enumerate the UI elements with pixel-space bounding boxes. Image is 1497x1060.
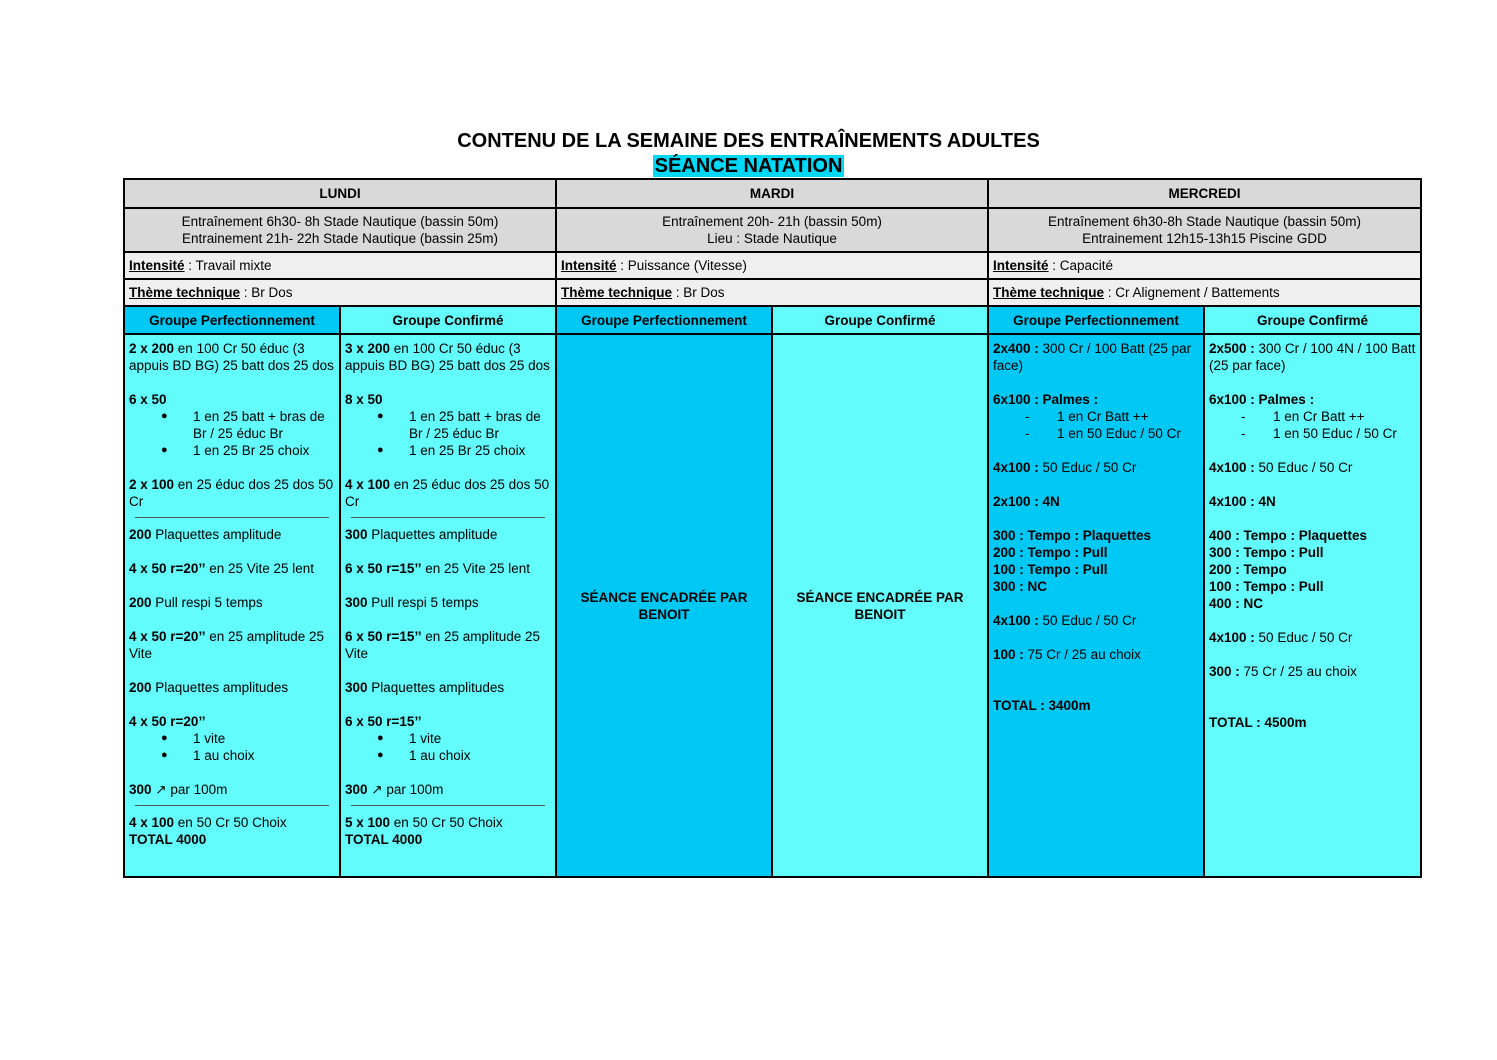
set-reps: 4 x 100 [129, 815, 175, 830]
set-desc: en 25 éduc dos 25 dos 50 Cr [345, 477, 550, 509]
set-desc: Plaquettes amplitude [151, 527, 282, 542]
set-desc: 50 Educ / 50 Cr [1254, 460, 1353, 475]
set-desc: 50 Educ / 50 Cr [1038, 613, 1137, 628]
set-reps: 400 : NC [1209, 596, 1264, 611]
page-subtitle [0, 155, 1497, 178]
theme-mercredi [988, 279, 1421, 306]
intensity-value: : Travail mixte [184, 258, 272, 273]
set-reps: 6 x 50 r=15’’ [345, 714, 422, 729]
list-item: ● 1 au choix [345, 747, 551, 764]
set-desc: en 50 Cr 50 Choix [390, 815, 503, 830]
set-reps: 2 x 100 [129, 477, 175, 492]
theme-value: : Br Dos [672, 285, 725, 300]
intensity-lundi [124, 252, 556, 279]
schedule-line: Lieu : Stade Nautique [707, 231, 837, 246]
total: TOTAL : 4500m [1209, 715, 1307, 730]
set-reps: 4x100 : [993, 613, 1039, 628]
set-list [129, 730, 335, 764]
set-reps: 300 : NC [993, 579, 1048, 594]
set-reps: 6x100 : Palmes : [993, 392, 1099, 407]
intensity-mercredi [988, 252, 1421, 279]
intensity-label: Intensité [561, 258, 617, 273]
page-title: CONTENU DE LA SEMAINE DES ENTRAÎNEMENTS ADULTES [457, 130, 1040, 152]
set-desc: Plaquettes amplitudes [367, 680, 505, 695]
set-reps: 6 x 50 r=15’’ [345, 561, 422, 576]
set-reps: 300 [345, 782, 368, 797]
set-reps: 100 : Tempo : Pull [1209, 579, 1324, 594]
set-desc: 300 Cr / 100 Batt (25 par face) [993, 341, 1192, 373]
workout-mercredi-perf [988, 334, 1204, 877]
set-desc: 75 Cr / 25 au choix [1239, 664, 1357, 679]
workout-mardi-perf: SÉANCE ENCADRÉE PAR BENOIT [556, 334, 772, 877]
set-desc: 50 Educ / 50 Cr [1038, 460, 1137, 475]
day-header-mardi: MARDI [556, 179, 988, 208]
set-desc: en 25 Vite 25 lent [421, 561, 531, 576]
set-reps: 300 : Tempo : Pull [1209, 545, 1324, 560]
set-reps: 6 x 50 [129, 392, 167, 407]
set-reps: 4 x 100 [345, 477, 391, 492]
list-item: - 1 en 50 Educ / 50 Cr [993, 425, 1199, 442]
set-reps: 300 : [1209, 664, 1240, 679]
set-reps: 2x400 : [993, 341, 1039, 356]
set-desc: en 25 amplitude 25 Vite [129, 629, 325, 661]
set-reps: 300 [345, 527, 368, 542]
theme-label: Thème technique [561, 285, 673, 300]
set-reps: 400 : Tempo : Plaquettes [1209, 528, 1368, 543]
workout-mardi-conf: SÉANCE ENCADRÉE PAR BENOIT [772, 334, 988, 877]
set-reps: 4x100 : 4N [1209, 494, 1276, 509]
schedule-line: Entraînement 6h30- 8h Stade Nautique (bassin 50m) [181, 214, 499, 229]
set-reps: 4x100 : [1209, 460, 1255, 475]
set-reps: 2x500 : [1209, 341, 1255, 356]
day-header-lundi: LUNDI [124, 179, 556, 208]
workout-lundi-perf [124, 334, 340, 877]
set-reps: 6 x 50 r=15’’ [345, 629, 422, 644]
set-reps: 300 : Tempo : Plaquettes [993, 528, 1152, 543]
intensity-label: Intensité [129, 258, 185, 273]
set-reps: 300 [345, 595, 368, 610]
set-desc: 50 Educ / 50 Cr [1254, 630, 1353, 645]
divider [135, 805, 329, 806]
set-reps: 2x100 : 4N [993, 494, 1060, 509]
theme-label: Thème technique [129, 285, 241, 300]
intensity-value: : Capacité [1048, 258, 1114, 273]
set-list [1209, 408, 1416, 442]
schedule-line: Entraînement 6h30-8h Stade Nautique (bassin 50m) [1048, 214, 1361, 229]
group-header-conf: Groupe Confirmé [772, 306, 988, 334]
intensity-mardi [556, 252, 988, 279]
intensity-label: Intensité [993, 258, 1049, 273]
set-list [129, 408, 335, 459]
workout-lundi-conf [340, 334, 556, 877]
schedule-line: Entraînement 20h- 21h (bassin 50m) [662, 214, 882, 229]
workout-mercredi-conf [1204, 334, 1421, 877]
schedule-line: Entrainement 21h- 22h Stade Nautique (bassin 25m) [182, 231, 498, 246]
set-desc: 300 Cr / 100 4N / 100 Batt (25 par face) [1209, 341, 1416, 373]
set-desc: en 100 Cr 50 éduc (3 appuis BD BG) 25 batt dos 25 dos [345, 341, 550, 373]
set-reps: 2 x 200 [129, 341, 175, 356]
group-header-conf: Groupe Confirmé [340, 306, 556, 334]
set-block [129, 340, 335, 374]
set-desc: ↗ par 100m [367, 782, 444, 797]
set-list [345, 408, 551, 459]
set-desc: en 25 Vite 25 lent [205, 561, 315, 576]
set-reps: 200 [129, 680, 152, 695]
list-item: - 1 en Cr Batt ++ [1209, 408, 1416, 425]
list-item: ● 1 en 25 batt + bras de Br / 25 éduc Br [345, 408, 551, 442]
set-reps: 200 [129, 527, 152, 542]
set-list [993, 408, 1199, 442]
intensity-value: : Puissance (Vitesse) [616, 258, 747, 273]
set-reps: 300 [345, 680, 368, 695]
list-item: ● 1 vite [129, 730, 335, 747]
divider [351, 517, 545, 518]
set-reps: 4x100 : [1209, 630, 1255, 645]
set-reps: 3 x 200 [345, 341, 391, 356]
set-list [345, 730, 551, 764]
group-header-perf: Groupe Perfectionnement [556, 306, 772, 334]
group-header-perf: Groupe Perfectionnement [124, 306, 340, 334]
list-item: ● 1 au choix [129, 747, 335, 764]
schedule-mercredi [988, 208, 1421, 252]
set-desc: ↗ par 100m [151, 782, 228, 797]
set-desc: 75 Cr / 25 au choix [1023, 647, 1141, 662]
list-item: ● 1 en 25 Br 25 choix [345, 442, 551, 459]
list-item: - 1 en 50 Educ / 50 Cr [1209, 425, 1416, 442]
set-reps: 300 [129, 782, 152, 797]
day-header-mercredi: MERCREDI [988, 179, 1421, 208]
list-item: - 1 en Cr Batt ++ [993, 408, 1199, 425]
set-desc: en 50 Cr 50 Choix [174, 815, 287, 830]
total: TOTAL 4000 [129, 832, 207, 847]
theme-label: Thème technique [993, 285, 1105, 300]
set-reps: 200 : Tempo : Pull [993, 545, 1108, 560]
subtitle-highlight: SÉANCE NATATION [654, 155, 843, 177]
set-reps: 100 : Tempo : Pull [993, 562, 1108, 577]
list-item: ● 1 vite [345, 730, 551, 747]
schedule-mardi [556, 208, 988, 252]
set-desc: Plaquettes amplitude [367, 527, 498, 542]
theme-mardi [556, 279, 988, 306]
set-reps: 200 [129, 595, 152, 610]
theme-lundi [124, 279, 556, 306]
training-table [123, 178, 1422, 878]
divider [135, 517, 329, 518]
set-reps: 4 x 50 r=20’’ [129, 714, 206, 729]
total: TOTAL 4000 [345, 832, 423, 847]
set-reps: 200 : Tempo [1209, 562, 1287, 577]
divider [351, 805, 545, 806]
set-desc: en 25 amplitude 25 Vite [345, 629, 541, 661]
set-reps: 8 x 50 [345, 392, 383, 407]
set-reps: 100 : [993, 647, 1024, 662]
schedule-line: Entrainement 12h15-13h15 Piscine GDD [1082, 231, 1327, 246]
theme-value: : Cr Alignement / Battements [1104, 285, 1280, 300]
set-desc: Plaquettes amplitudes [151, 680, 289, 695]
set-reps: 5 x 100 [345, 815, 391, 830]
set-reps: 4 x 50 r=20’’ [129, 561, 206, 576]
set-reps: 4 x 50 r=20’’ [129, 629, 206, 644]
set-desc: en 25 éduc dos 25 dos 50 Cr [129, 477, 334, 509]
set-desc: Pull respi 5 temps [151, 595, 263, 610]
set-desc: en 100 Cr 50 éduc (3 appuis BD BG) 25 batt dos 25 dos [129, 341, 334, 373]
total: TOTAL : 3400m [993, 698, 1091, 713]
group-header-perf: Groupe Perfectionnement [988, 306, 1204, 334]
theme-value: : Br Dos [240, 285, 293, 300]
group-header-conf: Groupe Confirmé [1204, 306, 1421, 334]
list-item: ● 1 en 25 Br 25 choix [129, 442, 335, 459]
list-item: ● 1 en 25 batt + bras de Br / 25 éduc Br [129, 408, 335, 442]
set-desc: Pull respi 5 temps [367, 595, 479, 610]
schedule-lundi [124, 208, 556, 252]
set-reps: 4x100 : [993, 460, 1039, 475]
set-reps: 6x100 : Palmes : [1209, 392, 1315, 407]
